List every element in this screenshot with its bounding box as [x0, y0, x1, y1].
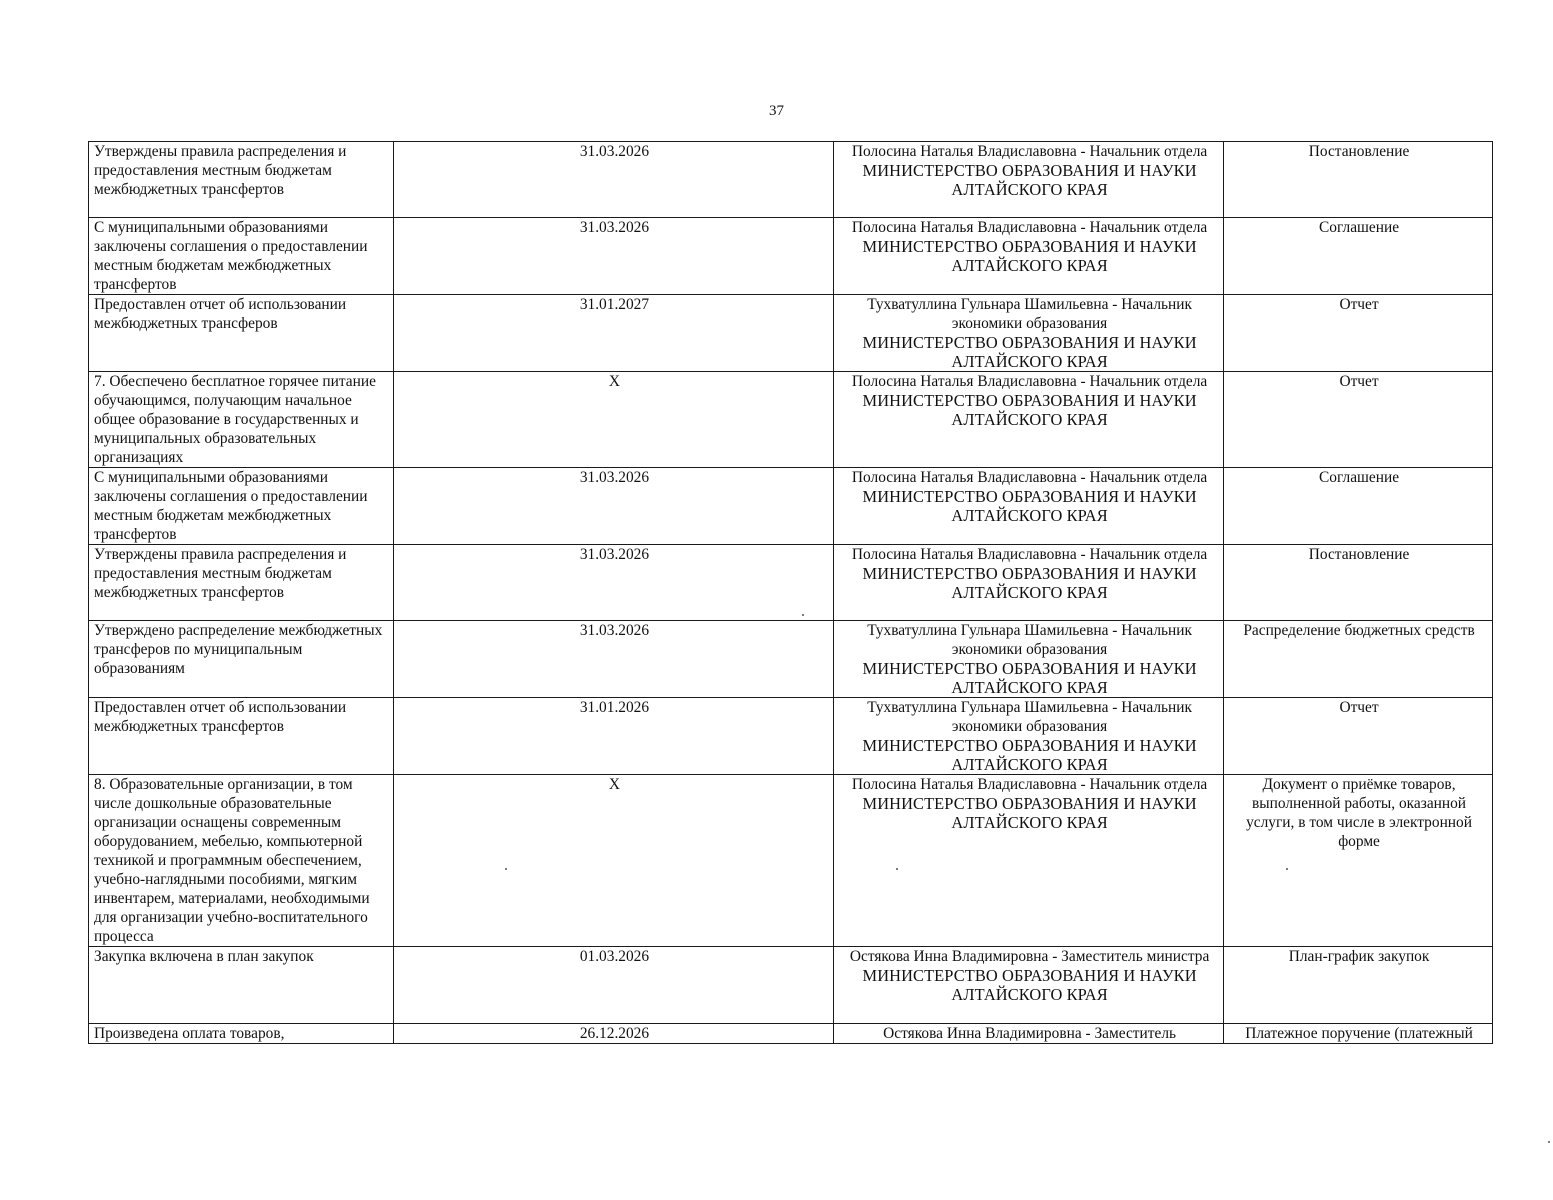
responsible-person: Тухватуллина Гульнара Шамильевна - Начальник экономики образования [867, 622, 1192, 658]
responsible-cell [834, 468, 1224, 545]
deadline-date-cell: 26.12.2026 [393, 1024, 833, 1044]
table-row [89, 372, 1493, 468]
document-type-cell: Отчет [1224, 698, 1493, 775]
result-description-cell: Закупка включена в план закупок [89, 947, 394, 1024]
scan-speck [896, 868, 898, 870]
table-row [89, 1024, 1493, 1044]
scan-speck [1286, 868, 1288, 870]
page-number: 37 [769, 103, 784, 119]
result-description-cell: Предоставлен отчет об использовании межбюджетных трансферов [89, 295, 394, 372]
table-row [89, 947, 1493, 1024]
deadline-date-cell: 31.01.2026 [393, 698, 833, 775]
responsible-person: Тухватуллина Гульнара Шамильевна - Начальник экономики образования [867, 699, 1192, 735]
responsible-organization: МИНИСТЕРСТВО ОБРАЗОВАНИЯ И НАУКИ АЛТАЙСКОГО КРАЯ [862, 736, 1197, 774]
deadline-date-cell: 31.03.2026 [393, 545, 833, 621]
responsible-organization: МИНИСТЕРСТВО ОБРАЗОВАНИЯ И НАУКИ АЛТАЙСКОГО КРАЯ [862, 966, 1197, 1004]
responsible-organization: МИНИСТЕРСТВО ОБРАЗОВАНИЯ И НАУКИ АЛТАЙСКОГО КРАЯ [862, 161, 1197, 199]
responsible-person: Полосина Наталья Владиславовна - Начальник отдела [851, 143, 1208, 160]
responsible-cell [834, 295, 1224, 372]
responsible-cell [834, 1024, 1224, 1044]
deadline-date-cell: X [393, 775, 833, 947]
responsible-cell [834, 545, 1224, 621]
responsible-person: Полосина Наталья Владиславовна - Начальник отдела [851, 776, 1208, 793]
deadline-date-cell: X [393, 372, 833, 468]
responsible-cell [834, 775, 1224, 947]
deadline-date-cell: 01.03.2026 [393, 947, 833, 1024]
document-type-cell: Распределение бюджетных средств [1224, 621, 1493, 698]
responsible-organization: МИНИСТЕРСТВО ОБРАЗОВАНИЯ И НАУКИ АЛТАЙСКОГО КРАЯ [862, 659, 1197, 697]
table-row [89, 295, 1493, 372]
responsible-organization: МИНИСТЕРСТВО ОБРАЗОВАНИЯ И НАУКИ АЛТАЙСКОГО КРАЯ [862, 333, 1197, 371]
table-row [89, 218, 1493, 295]
scan-speck [1548, 1141, 1550, 1143]
table-row [89, 621, 1493, 698]
result-description-cell: С муниципальными образованиями заключены соглашения о предоставлении местным бюджетам межбюджетных трансфертов [89, 468, 394, 545]
table-row [89, 142, 1493, 218]
responsible-person: Остякова Инна Владимировна - Заместитель [883, 1025, 1177, 1042]
responsible-person: Полосина Наталья Владиславовна - Начальник отдела [851, 469, 1208, 486]
deadline-date-cell: 31.03.2026 [393, 142, 833, 218]
result-description-cell: С муниципальными образованиями заключены соглашения о предоставлении местным бюджетам межбюджетных трансфертов [89, 218, 394, 295]
responsible-person: Полосина Наталья Владиславовна - Начальник отдела [851, 546, 1208, 563]
document-type-cell: Соглашение [1224, 218, 1493, 295]
responsible-cell [834, 142, 1224, 218]
deadline-date-cell: 31.03.2026 [393, 218, 833, 295]
document-type-cell: План-график закупок [1224, 947, 1493, 1024]
responsible-person: Полосина Наталья Владиславовна - Начальник отдела [851, 219, 1208, 236]
result-description-cell: Утверждено распределение межбюджетных трансферов по муниципальным образованиям [89, 621, 394, 698]
responsible-cell [834, 947, 1224, 1024]
table-row [89, 468, 1493, 545]
document-type-cell: Постановление [1224, 545, 1493, 621]
deadline-date-cell: 31.03.2026 [393, 621, 833, 698]
responsible-person: Полосина Наталья Владиславовна - Начальник отдела [851, 373, 1208, 390]
result-description-cell: Утверждены правила распределения и предоставления местным бюджетам межбюджетных трансфертов [89, 142, 394, 218]
table-row [89, 698, 1493, 775]
responsible-organization: МИНИСТЕРСТВО ОБРАЗОВАНИЯ И НАУКИ АЛТАЙСКОГО КРАЯ [862, 487, 1197, 525]
responsible-organization: МИНИСТЕРСТВО ОБРАЗОВАНИЯ И НАУКИ АЛТАЙСКОГО КРАЯ [862, 794, 1197, 832]
document-type-cell: Отчет [1224, 295, 1493, 372]
responsible-cell [834, 621, 1224, 698]
document-type-cell: Постановление [1224, 142, 1493, 218]
scan-speck [802, 614, 804, 616]
events-table [88, 141, 1493, 1044]
result-description-cell: 7. Обеспечено бесплатное горячее питание обучающимся, получающим начальное общее образование в государственных и муниципальных образовательных организациях [89, 372, 394, 468]
responsible-organization: МИНИСТЕРСТВО ОБРАЗОВАНИЯ И НАУКИ АЛТАЙСКОГО КРАЯ [862, 564, 1197, 602]
responsible-organization: МИНИСТЕРСТВО ОБРАЗОВАНИЯ И НАУКИ АЛТАЙСКОГО КРАЯ [862, 391, 1197, 429]
document-type-cell: Отчет [1224, 372, 1493, 468]
table-row [89, 775, 1493, 947]
result-description-cell: Утверждены правила распределения и предоставления местным бюджетам межбюджетных трансфертов [89, 545, 394, 621]
deadline-date-cell: 31.01.2027 [393, 295, 833, 372]
document-type-cell: Документ о приёмке товаров, выполненной работы, оказанной услуги, в том числе в электронной форме [1224, 775, 1493, 947]
document-type-cell: Платежное поручение (платежный [1224, 1024, 1493, 1044]
result-description-cell: 8. Образовательные организации, в том числе дошкольные образовательные организации оснащены современным оборудованием, мебелью, компьютерной техникой и программным обеспечением, учебно-наглядными пособиями, мягким инвентарем, материалами, необходимыми для организации учебно-воспитательного процесса [89, 775, 394, 947]
responsible-organization: МИНИСТЕРСТВО ОБРАЗОВАНИЯ И НАУКИ АЛТАЙСКОГО КРАЯ [862, 237, 1197, 275]
result-description-cell: Произведена оплата товаров, [89, 1024, 394, 1044]
table-row [89, 545, 1493, 621]
scan-speck [505, 868, 507, 870]
result-description-cell: Предоставлен отчет об использовании межбюджетных трансфертов [89, 698, 394, 775]
responsible-cell [834, 218, 1224, 295]
responsible-person: Тухватуллина Гульнара Шамильевна - Начальник экономики образования [867, 296, 1192, 332]
responsible-person: Остякова Инна Владимировна - Заместитель министра [849, 948, 1210, 965]
responsible-cell [834, 698, 1224, 775]
deadline-date-cell: 31.03.2026 [393, 468, 833, 545]
document-type-cell: Соглашение [1224, 468, 1493, 545]
responsible-cell [834, 372, 1224, 468]
